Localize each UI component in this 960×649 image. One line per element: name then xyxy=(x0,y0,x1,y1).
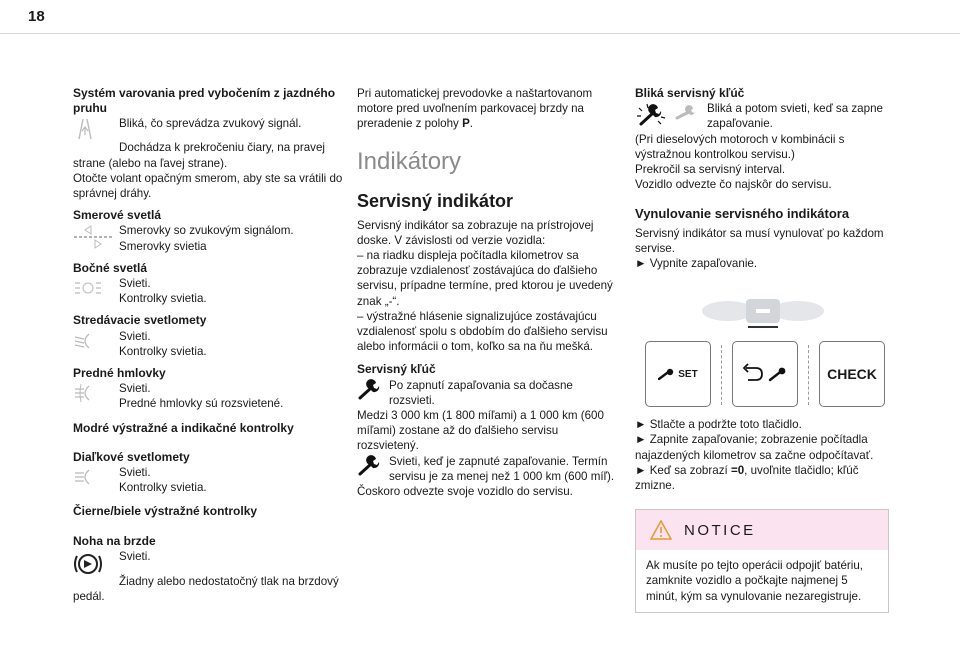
foot-on-brake-icon xyxy=(73,549,119,578)
page-number: 18 xyxy=(28,8,45,25)
wrench-icon-2 xyxy=(357,454,389,484)
front-fog-icon xyxy=(73,381,119,411)
key-line1: Po zapnutí zapaľovania sa dočasne rozsvieti. xyxy=(389,378,573,407)
main-beam-heading: Diaľkové svetlomety xyxy=(73,449,190,464)
column-middle xyxy=(357,86,619,499)
brake-line2: Žiadny alebo nedostatočný tlak na brzdový pedál. xyxy=(73,574,339,604)
lane-heading: Systém varovania pred vybočením z jazdného pruhu xyxy=(73,86,336,116)
top-rule xyxy=(0,33,960,34)
check-button[interactable] xyxy=(819,341,885,407)
column-right xyxy=(635,86,891,613)
dipped-beam-icon xyxy=(73,329,119,359)
blink-p4: Vozidlo odvezte čo najskôr do servisu. xyxy=(635,178,832,192)
notice-title: NOTICE xyxy=(684,521,756,539)
blink-p3: Prekročil sa servisný interval. xyxy=(635,163,786,177)
brake-line1: Svieti. xyxy=(119,549,151,563)
step4: ► Keď sa zobrazí =0, uvoľnite tlačidlo; kľúč zmizne. xyxy=(635,463,859,493)
blink-key-heading: Bliká servisný kľúč xyxy=(635,86,745,100)
lane-line1: Bliká, čo sprevádza zvukový signál. xyxy=(119,117,302,131)
key-p2: Medzi 3 000 km (1 800 míľami) a 1 000 km (600 míľami) zostane až do ďalšieho servisu rozsvietený. xyxy=(357,409,604,453)
wrench-icon xyxy=(357,378,389,408)
instrument-panel-diagram xyxy=(688,295,838,331)
fog-line1: Svieti. xyxy=(119,382,151,396)
indicators-line1: Smerovky so zvukovým signálom. xyxy=(119,224,294,238)
flashing-wrench-icon xyxy=(635,101,707,131)
step2: ► Stlačte a podržte toto tlačidlo. xyxy=(635,418,802,432)
set-button-label: SET xyxy=(678,368,698,380)
automatic-gearbox-note: Pri automatickej prevodovke a naštartovanom motore pred uvoľnením parkovacej brzdy na preradenie z polohy P. xyxy=(357,87,593,131)
warning-triangle-icon xyxy=(650,520,672,540)
main-beam-icon xyxy=(73,465,119,495)
side-lights-line1: Svieti. xyxy=(119,277,151,291)
key-p3: Čoskoro odvezte svoje vozidlo do servisu. xyxy=(357,485,573,499)
notice-box xyxy=(635,509,889,613)
lane-departure-icon xyxy=(73,116,119,141)
reset-arrow-wrench-icon xyxy=(742,363,788,385)
main-beam-line2: Kontrolky svietia. xyxy=(119,481,207,495)
service-key-heading: Servisný kľúč xyxy=(357,362,436,377)
blink-line1: Bliká a potom svieti, keď sa zapne zapaľovanie. xyxy=(707,102,883,131)
service-p3: – výstražné hlásenie signalizujúce zostávajúcu vzdialenosť spolu s obdobím do ďalšieho servisu alebo informácii o tom, koľko sa na ňu mešká. xyxy=(357,309,608,354)
step3: ► Zapnite zapaľovanie; zobrazenie počítadla najazdených kilometrov sa začne odpočítavať. xyxy=(635,433,874,462)
button-diagram xyxy=(645,341,891,407)
side-lights-line2: Kontrolky svietia. xyxy=(119,292,207,306)
fog-line2: Predné hmlovky sú rozsvietené. xyxy=(119,397,284,411)
service-p2: – na riadku displeja počítadla kilometrov sa zobrazuje vzdialenosť zostávajúca do ďalšieho servisu, prípadne termíne, pred ktorou je uvedený znak „-“. xyxy=(357,249,613,308)
reset-title: Vynulovanie servisného indikátora xyxy=(635,206,850,222)
service-p1: Servisný indikátor sa zobrazuje na prístrojovej doske. V závislosti od verzie vozidla: xyxy=(357,218,594,247)
divider xyxy=(721,345,722,405)
set-wrench-icon xyxy=(658,368,674,380)
fog-heading: Predné hmlovky xyxy=(73,366,166,381)
indicators-line2: Smerovky svietia xyxy=(119,239,207,253)
divider-2 xyxy=(808,345,809,405)
reset-step1: ► Vypnite zapaľovanie. xyxy=(635,257,758,271)
turn-signal-icon xyxy=(73,223,119,253)
lane-indicator xyxy=(73,116,343,141)
blue-warnings-heading: Modré výstražné a indikačné kontrolky xyxy=(73,420,294,435)
brake-heading: Noha na brzde xyxy=(73,533,156,548)
dipped-heading: Stredávacie svetlomety xyxy=(73,313,207,328)
lane-line3: Otočte volant opačným smerom, aby ste sa vrátili do správnej dráhy. xyxy=(73,171,343,201)
side-lights-icon xyxy=(73,276,119,306)
notice-body: Ak musíte po tejto operácii odpojiť batériu, zamknite vozidlo a počkajte najmenej 5 minút, kým sa vynulovanie nezaregistruje. xyxy=(646,559,864,603)
dipped-line2: Kontrolky svietia. xyxy=(119,344,207,358)
lane-line2: Dochádza k prekročeniu čiary, na pravej strane (alebo na ľavej strane). xyxy=(73,141,325,170)
reset-p1: Servisný indikátor sa musí vynulovať po každom servise. xyxy=(635,226,884,255)
blink-p2: (Pri dieselových motoroch v kombinácii s výstražnou kontrolkou servisu.) xyxy=(635,132,845,161)
set-button[interactable] xyxy=(645,341,711,407)
side-lights-heading: Bočné svetlá xyxy=(73,260,148,275)
service-indicator-title: Servisný indikátor xyxy=(357,190,514,211)
bw-warnings-heading: Čierne/biele výstražné kontrolky xyxy=(73,504,258,519)
dipped-line1: Svieti. xyxy=(119,329,151,343)
chapter-title: Indikátory xyxy=(357,147,462,175)
check-button-label: CHECK xyxy=(827,365,877,382)
reset-arrow-button[interactable] xyxy=(732,341,798,407)
main-beam-line1: Svieti. xyxy=(119,466,151,480)
key-line2: Svieti, keď je zapnuté zapaľovanie. Termín servisu je za menej než 1 000 km (600 míľ). xyxy=(389,454,615,483)
column-left xyxy=(73,86,343,604)
indicators-heading: Smerové svetlá xyxy=(73,208,162,223)
